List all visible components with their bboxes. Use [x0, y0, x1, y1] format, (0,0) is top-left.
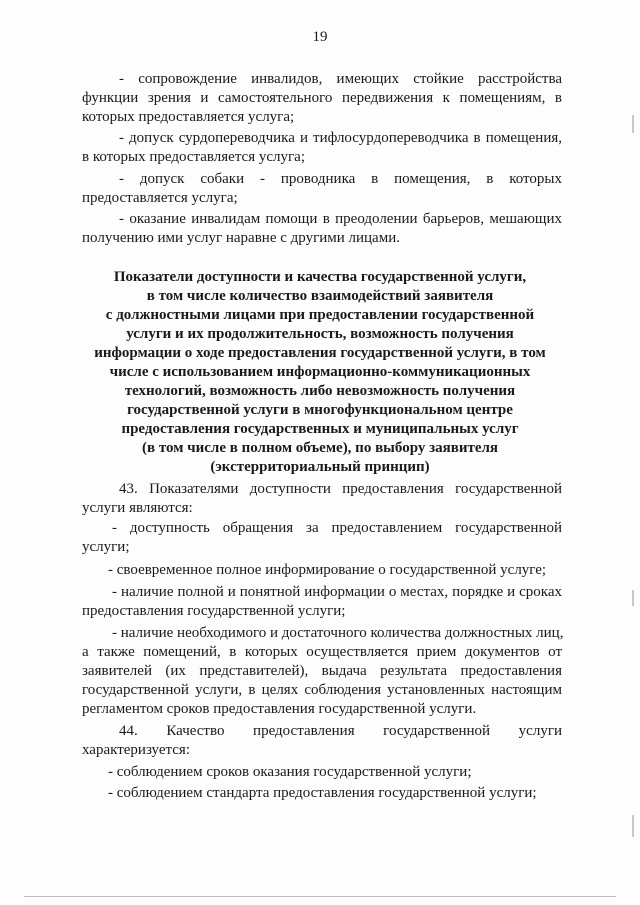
text-line: - допуск собаки - проводника в помещения, в которых	[119, 171, 562, 187]
text-line: - оказание инвалидам помощи в преодолении барьеров, мешающих	[119, 211, 562, 227]
text-line: 44. Качество предоставления государственной услуги	[119, 723, 562, 739]
text-line: услуги;	[82, 539, 130, 555]
text-line: характеризуется:	[82, 742, 190, 758]
text-line: в которых предоставляется услуга;	[82, 149, 305, 165]
page-number: 19	[312, 29, 328, 45]
text-line: предоставляется услуга;	[82, 190, 238, 206]
heading-line: числе с использованием информационно-коммуникационных	[109, 364, 531, 380]
heading-line: услуги и их продолжительность, возможность получения	[126, 326, 514, 342]
heading-line: информации о ходе предоставления государственной услуги, в том	[94, 345, 546, 361]
page-bottom-edge	[24, 896, 616, 897]
text-line: - сопровождение инвалидов, имеющих стойкие расстройства	[119, 71, 562, 87]
text-line: а также помещений, в которых осуществляется прием документов от	[82, 644, 562, 660]
scan-mark	[632, 115, 634, 133]
text-line: регламентом сроков предоставления государственной услуги.	[82, 701, 477, 717]
scan-mark	[632, 815, 634, 837]
text-line: услуги являются:	[82, 500, 193, 516]
text-line: которых предоставляется услуга;	[82, 109, 295, 125]
heading-line: государственной услуги в многофункциональном центре	[127, 402, 513, 418]
text-line: предоставления государственной услуги;	[82, 603, 346, 619]
heading-line: Показатели доступности и качества государственной услуги,	[113, 269, 527, 285]
heading-line: в том числе количество взаимодействий заявителя	[146, 288, 494, 304]
text-line: 43. Показателями доступности предоставления государственной	[119, 481, 562, 497]
text-line: - доступность обращения за предоставлением государственной	[112, 520, 562, 536]
text-line: заявителей (их представителей), выдача результата предоставления	[82, 663, 562, 679]
text-line: - наличие полной и понятной информации о местах, порядке и сроках	[112, 584, 562, 600]
heading-line: (в том числе в полном объеме), по выбору заявителя	[141, 440, 499, 456]
heading-line: с должностными лицами при предоставлении государственной	[105, 307, 535, 323]
text-line: функции зрения и самостоятельного передвижения к помещениям, в	[82, 90, 562, 106]
heading-line: технологий, возможность либо невозможность получения	[124, 383, 516, 399]
text-line: получению ими услуг наравне с другими лицами.	[82, 230, 400, 246]
text-line: государственной услуги, в целях соблюдения установленных настоящим	[82, 682, 562, 698]
text-line: - наличие необходимого и достаточного количества должностных лиц,	[112, 625, 564, 641]
text-line: - допуск сурдопереводчика и тифлосурдопереводчика в помещения,	[119, 130, 562, 146]
scan-mark	[632, 590, 634, 606]
text-line: - соблюдением стандарта предоставления государственной услуги;	[108, 785, 537, 801]
heading-line: предоставления государственных и муниципальных услуг	[121, 421, 519, 437]
heading-line: (экстерриториальный принцип)	[210, 459, 430, 475]
text-line: - своевременное полное информирование о государственной услуге;	[108, 562, 547, 578]
text-line: - соблюдением сроков оказания государственной услуги;	[108, 764, 472, 780]
